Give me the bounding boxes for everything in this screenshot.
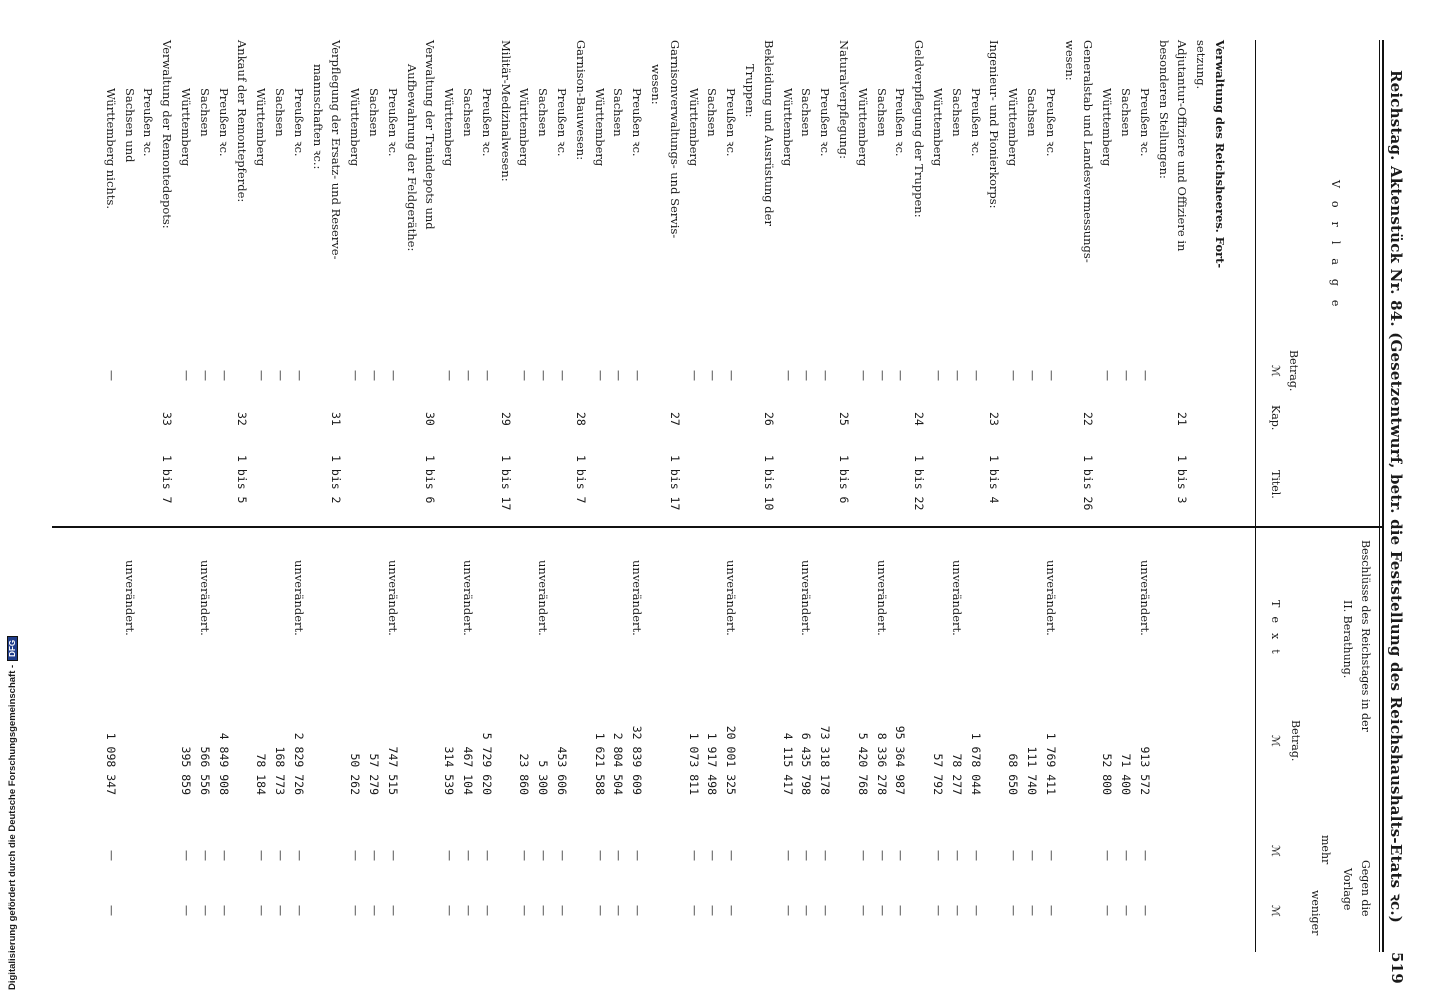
footer-inner [2,600,22,990]
row-label: Bekleidung und Ausrüstung der [761,40,776,226]
col-beschluesse-2: II. Berathung. [1341,600,1354,679]
dash-mark: — [725,850,739,861]
dash-mark: — [1120,905,1133,916]
row-label: Sachsen [799,88,814,137]
row-titel: 1 bis 7 [160,455,175,504]
dash-mark: — [1007,370,1021,381]
col-betrag: Betrag. [1287,350,1300,392]
dash-mark: — [292,850,306,861]
dash-mark: — [443,370,457,381]
dash-mark: — [180,370,193,381]
row-label: Preußen ꝛc. [291,88,306,157]
row-label: Sachsen und [122,88,137,163]
row-value: 314 539 [442,746,457,795]
row-label: Preußen ꝛc. [555,88,569,157]
top-rule-thick [1382,40,1384,952]
row-label: Sachsen [197,88,212,137]
dfg-logo: DFG [7,636,18,661]
dash-mark: — [875,905,889,916]
dash-mark: — [198,370,212,381]
col-mehr: mehr [1319,835,1332,865]
row-label: Sachsen [367,88,381,137]
header-bottom-rule [1255,40,1256,952]
row-value: 20 001 325 [724,725,739,795]
dash-mark: — [1101,905,1115,916]
dash-mark: — [819,850,833,861]
dash-mark: — [894,905,908,916]
dash-mark: — [180,850,193,861]
unchanged-text: unverändert. [724,560,739,636]
col-vorlage: Vorlage [1329,180,1342,321]
row-value: 5 420 768 [855,732,870,795]
row-value: 57 279 [367,753,381,795]
dash-mark: — [349,850,363,861]
dash-mark: — [556,370,569,381]
dash-mark: — [631,370,645,381]
row-label: Württemberg [179,88,193,167]
row-titel: 1 bis 3 [1175,455,1190,504]
row-label: Preußen ꝛc. [479,88,494,157]
dash-mark: — [1138,905,1152,916]
row-label: Preußen ꝛc. [216,88,231,157]
dash-mark: — [1138,850,1152,861]
dash-mark: — [1044,370,1058,381]
row-label: Generalstab und Landesvermessungs- [1081,40,1096,263]
dash-mark: — [612,370,626,381]
row-titel: 1 bis 2 [329,455,344,504]
row-value: 1 621 588 [592,732,607,795]
row-label: Sachsen [273,88,287,137]
dash-mark: — [725,905,739,916]
dash-mark: — [104,905,118,916]
col-mehr-unit: ℳ [1269,845,1282,857]
unchanged-text: unverändert. [461,560,475,636]
dash-mark: — [217,850,231,861]
row-kap: 22 [1081,412,1096,426]
dash-mark: — [932,370,945,381]
row-kap: 33 [160,412,175,426]
row-titel: 1 bis 22 [912,455,927,511]
dash-mark: — [1026,905,1039,916]
unchanged-text: unverändert. [630,560,645,636]
row-label: Württemberg [254,88,269,167]
row-label: Württemberg [780,88,795,167]
dash-mark: — [1120,370,1133,381]
dash-mark: — [950,370,964,381]
dash-mark: — [198,905,212,916]
unchanged-text: unverändert. [949,560,964,636]
row-value: 111 740 [1025,746,1039,795]
dash-mark: — [1120,850,1133,861]
dash-mark: — [950,850,964,861]
row-label: Preußen ꝛc. [141,88,156,157]
dash-mark: — [292,905,306,916]
row-value: 50 262 [348,753,363,795]
col-gegen-2: Vorlage [1341,868,1354,911]
row-label: Militär-Medizinalwesen: [498,40,513,182]
row-label: Württemberg [686,88,701,167]
row-value: 4 849 908 [216,732,231,795]
dash-mark: — [462,905,475,916]
dash-mark: — [537,850,551,861]
dash-mark: — [518,370,532,381]
page-number: 519 [1388,952,1406,984]
dash-mark: — [198,850,212,861]
row-value: 52 800 [1100,753,1115,795]
row-label: Aufbewahrung der Feldgeräthe: [404,64,419,252]
col-beschluesse-1: Beschlüsse des Reichstages in der [1359,540,1372,732]
col-titel: Titel. [1269,470,1282,499]
row-kap: 31 [329,412,344,426]
unchanged-text: unverändert. [385,560,400,636]
dash-mark: — [819,370,833,381]
row-value: 2 829 726 [291,732,306,795]
row-kap: 30 [423,412,438,426]
dash-mark: — [537,370,551,381]
row-label: Garnison-Bauwesen: [573,40,588,161]
row-value: 1 917 498 [705,732,720,795]
row-kap: 32 [235,412,250,426]
dash-mark: — [1101,370,1115,381]
row-label: Ingenieur- und Pionierkorps: [987,40,1002,209]
row-value: 57 792 [931,753,945,795]
dash-mark: — [292,370,306,381]
dash-mark: — [443,850,457,861]
row-label: Adjutantur-Offiziere und Offiziere in [1175,40,1190,252]
dash-mark: — [180,905,193,916]
dash-mark: — [800,905,814,916]
unchanged-text: unverändert. [799,560,814,636]
col-gegen-1: Gegen die [1359,860,1372,917]
dash-mark: — [593,905,607,916]
dash-mark: — [856,905,870,916]
unchanged-text: unverändert. [536,560,551,636]
row-label: Württemberg [348,88,363,167]
dash-mark: — [217,905,231,916]
dash-mark: — [781,370,795,381]
row-label: Garnisonverwaltungs- und Servis- [667,40,682,239]
dash-mark: — [1138,370,1152,381]
dash-mark: — [706,370,720,381]
unchanged-text: unverändert. [1137,560,1152,636]
row-label: Sachsen [1025,88,1039,137]
row-label: Preußen ꝛc. [385,88,400,157]
row-value: 68 650 [1006,753,1021,795]
dash-mark: — [612,905,626,916]
row-label: Preußen ꝛc. [630,88,645,157]
dash-mark: — [368,905,381,916]
dash-mark: — [1007,905,1021,916]
dash-mark: — [349,905,363,916]
dash-mark: — [725,370,739,381]
row-label: Preußen ꝛc. [1043,88,1058,157]
row-value: 8 336 278 [874,732,889,795]
dash-mark: — [386,905,400,916]
footer [2,600,22,990]
dash-mark: — [875,370,889,381]
row-label: Sachsen [611,88,626,137]
col-text: Text [1269,600,1282,664]
dash-mark: — [687,905,701,916]
dash-mark: — [856,850,870,861]
row-titel: 1 bis 4 [987,455,1002,504]
dash-mark: — [593,850,607,861]
footer-text: Digitalisierung gefördert durch die Deutsche Forschungsgemeinschaft - [6,664,18,990]
row-kap: 23 [987,412,1002,426]
dash-mark: — [1026,850,1039,861]
dash-mark: — [800,370,814,381]
row-kap: 27 [667,412,682,426]
row-value: 395 859 [179,746,193,795]
dash-mark: — [386,370,400,381]
row-label: Württemberg nichts. [103,88,118,210]
dash-mark: — [462,370,475,381]
row-titel: 1 bis 17 [498,455,513,511]
dash-mark: — [894,850,908,861]
row-titel: 1 bis 26 [1081,455,1096,511]
dash-mark: — [593,370,607,381]
col-betrag-unit: ℳ [1269,365,1282,377]
row-label: Sachsen [949,88,964,137]
row-value: 168 773 [273,746,287,795]
top-rule-thin [1379,40,1380,952]
dash-mark: — [443,905,457,916]
dash-mark: — [480,850,494,861]
dash-mark: — [255,905,269,916]
row-label: setzung. [1194,40,1209,90]
row-label: Preußen ꝛc. [1137,88,1152,157]
row-titel: 1 bis 17 [667,455,682,511]
row-label: Verwaltung der Traindepots und [423,40,438,230]
row-label: Truppen: [743,64,757,118]
dash-mark: — [217,370,231,381]
dash-mark: — [518,850,532,861]
row-label: Sachsen [705,88,720,137]
dash-mark: — [104,850,118,861]
dash-mark: — [781,905,795,916]
unchanged-text: unverändert. [122,560,137,636]
row-value: 32 839 609 [630,725,645,795]
dash-mark: — [556,850,569,861]
row-titel: 1 bis 10 [761,455,776,511]
row-label: Preußen ꝛc. [724,88,739,157]
row-titel: 1 bis 7 [573,455,588,504]
dash-mark: — [969,370,983,381]
row-label: Württemberg [1100,88,1115,167]
dash-mark: — [349,370,363,381]
dash-mark: — [556,905,569,916]
row-label: Württemberg [442,88,457,167]
row-value: 71 400 [1119,753,1133,795]
row-titel: 1 bis 6 [837,455,851,504]
dash-mark: — [875,850,889,861]
row-titel: 1 bis 5 [235,455,250,504]
col-weniger-unit: ℳ [1269,905,1282,917]
row-value: 78 277 [949,753,964,795]
dash-mark: — [1026,370,1039,381]
dash-mark: — [1007,850,1021,861]
row-value: 747 515 [385,746,400,795]
row-value: 913 572 [1137,746,1152,795]
dash-mark: — [612,850,626,861]
row-label: Württemberg [1006,88,1021,167]
col-weniger: weniger [1309,890,1322,936]
dash-mark: — [706,850,720,861]
row-value: 2 804 504 [611,732,626,795]
unchanged-text: unverändert. [197,560,212,636]
dash-mark: — [800,850,814,861]
dash-mark: — [274,905,287,916]
row-label: Württemberg [855,88,870,167]
row-kap: 24 [912,412,927,426]
row-value: 1 769 411 [1043,732,1058,795]
row-label: Württemberg [931,88,945,167]
row-label: Verpflegung der Ersatz- und Reserve- [329,40,344,260]
dash-mark: — [274,850,287,861]
dash-mark: — [932,905,945,916]
dash-mark: — [1044,850,1058,861]
row-label: Preußen ꝛc. [893,88,908,157]
dash-mark: — [856,370,870,381]
col-beschluss-betrag: Betrag. [1289,720,1302,762]
dash-mark: — [1101,850,1115,861]
row-value: 4 115 417 [780,732,795,795]
dash-mark: — [781,850,795,861]
dash-mark: — [386,850,400,861]
dash-mark: — [518,905,532,916]
dash-mark: — [480,370,494,381]
row-value: 23 860 [517,753,532,795]
row-value: 5 729 620 [479,732,494,795]
row-value: 1 678 044 [968,732,983,795]
dash-mark: — [687,370,701,381]
row-kap: 28 [573,412,588,426]
row-label: Sachsen [536,88,551,137]
dash-mark: — [1044,905,1058,916]
col-kap: Kap. [1269,405,1282,431]
page-title: Reichstag. Aktenstück Nr. 84. (Gesetzentwurf, betr. die Feststellung des Reichshaushalts-Etats ꝛc.) [1387,70,1405,924]
dash-mark: — [255,370,269,381]
row-value: 453 606 [555,746,569,795]
row-label: wesen: [1062,40,1077,81]
row-label: Sachsen [1119,88,1133,137]
row-label: wesen: [649,64,663,105]
row-label: Verwaltung der Remontedepots: [160,40,175,229]
dash-mark: — [368,850,381,861]
unchanged-text: unverändert. [1043,560,1058,636]
row-label: Ankauf der Remontepferde: [235,40,250,203]
unchanged-text: unverändert. [291,560,306,636]
dash-mark: — [969,905,983,916]
row-kap: 21 [1175,412,1190,426]
row-titel: 1 bis 6 [423,455,438,504]
dash-mark: — [950,905,964,916]
row-label: Preußen ꝛc. [968,88,983,157]
row-label: Preußen ꝛc. [818,88,833,157]
dash-mark: — [274,370,287,381]
main-divider [52,526,1382,528]
row-label: Sachsen [461,88,475,137]
row-kap: 25 [837,412,851,426]
dash-mark: — [480,905,494,916]
row-label: Naturalverpflegung: [837,40,851,160]
row-value: 95 364 987 [893,725,908,795]
row-value: 467 104 [461,746,475,795]
row-kap: 29 [498,412,513,426]
dash-mark: — [932,850,945,861]
dash-mark: — [706,905,720,916]
row-label: Verwaltung des Reichsheeres. Fort- [1213,40,1227,269]
row-value: 73 318 178 [818,725,833,795]
dash-mark: — [255,850,269,861]
dash-mark: — [819,905,833,916]
dash-mark: — [537,905,551,916]
col-beschluss-unit: ℳ [1269,735,1282,747]
unchanged-text: unverändert. [874,560,889,636]
row-label: Geldverpflegung der Truppen: [912,40,927,218]
row-value: 6 435 798 [799,732,814,795]
row-label: Sachsen [874,88,889,137]
row-value: 1 098 347 [103,732,118,795]
dash-mark: — [368,370,381,381]
dash-mark: — [969,850,983,861]
row-label: mannschaften ꝛc.: [310,64,325,170]
row-kap: 26 [761,412,776,426]
dash-mark: — [462,850,475,861]
row-value: 78 184 [254,753,269,795]
row-label: Württemberg [592,88,607,167]
row-value: 1 073 811 [686,732,701,795]
dash-mark: — [631,905,645,916]
row-label: Württemberg [517,88,532,167]
dash-mark: — [631,850,645,861]
dash-mark: — [894,370,908,381]
row-value: 5 300 [536,760,551,795]
dash-mark: — [687,850,701,861]
row-value: 566 556 [197,746,212,795]
row-label: besonderen Stellungen: [1156,40,1171,179]
dash-mark: — [104,370,118,381]
